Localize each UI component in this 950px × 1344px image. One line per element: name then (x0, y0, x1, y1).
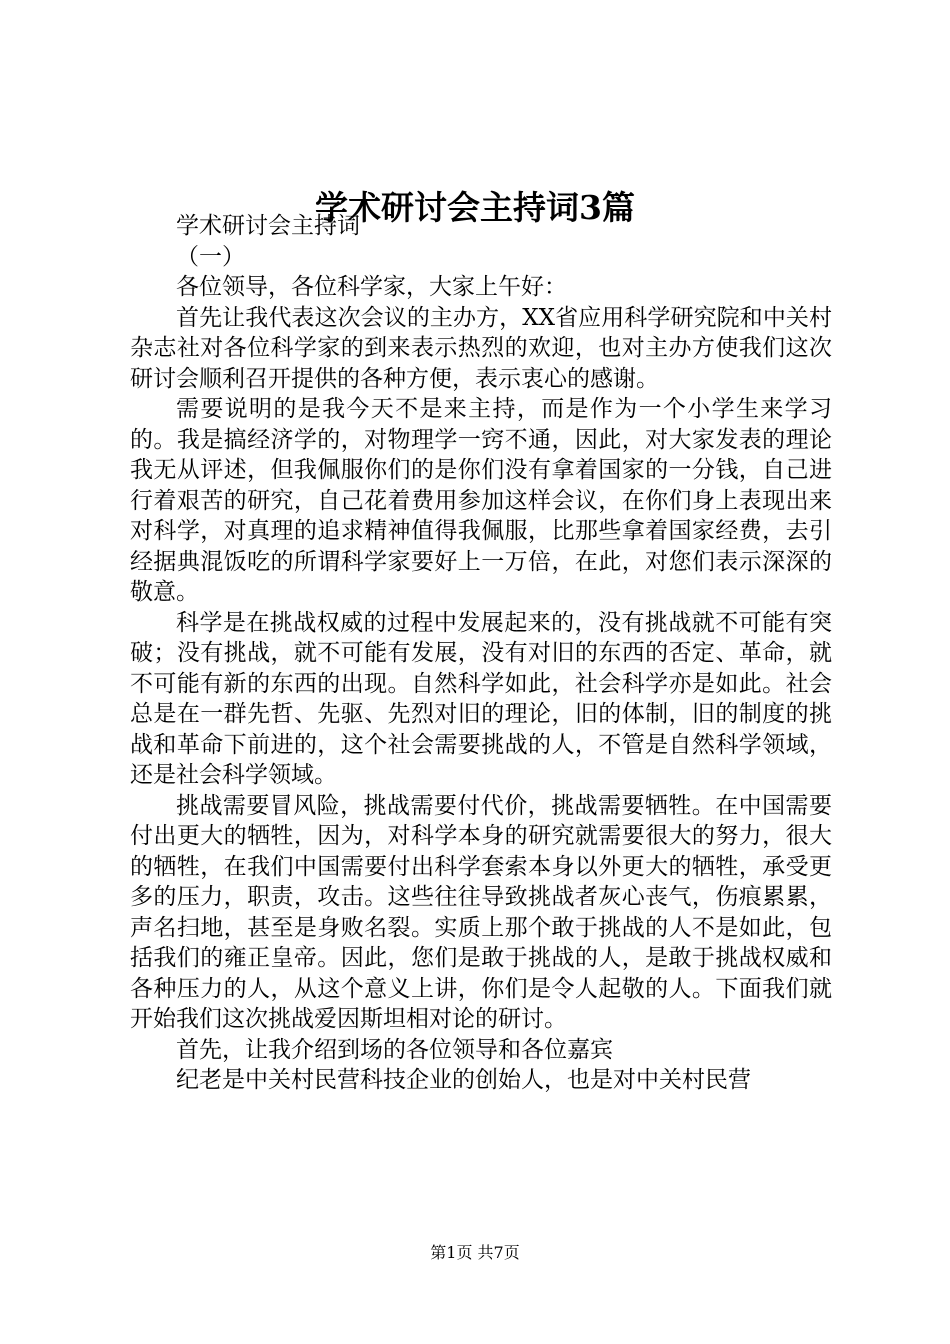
body-paragraph: 科学是在挑战权威的过程中发展起来的，没有挑战就不可能有突破；没有挑战，就不可能有发展，没有对旧的东西的否定、革命，就不可能有新的东西的出现。自然科学如此，社会科学亦是如此。社会总是在一群先哲、先驱、先烈对旧的理论，旧的体制，旧的制度的挑战和革命下前进的，这个社会需要挑战的人，不管是自然科学领域，还是社会科学领域。 (130, 609, 832, 788)
section-number-paragraph: （一） (176, 243, 245, 270)
document-body (130, 211, 832, 1096)
document-title: 学术研讨会主持词3篇 (315, 188, 635, 227)
body-paragraph: 需要说明的是我今天不是来主持，而是作为一个小学生来学习的。我是搞经济学的，对物理学一窍不通，因此，对大家发表的理论我无从评述，但我佩服你们的是你们没有拿着国家的一分钱，自己进行着艰苦的研究，自己花着费用参加这样会议，在你们身上表现出来对科学，对真理的追求精神值得我佩服，比那些拿着国家经费，去引经据典混饭吃的所谓科学家要好上一万倍，在此，对您们表示深深的敬意。 (130, 396, 832, 605)
body-paragraph: 首先，让我介绍到场的各位领导和各位嘉宾 (176, 1036, 613, 1063)
subtitle-paragraph: 学术研讨会主持词 (176, 213, 360, 239)
body-paragraph: 挑战需要冒风险，挑战需要付代价，挑战需要牺牲。在中国需要付出更大的牺牲，因为，对科学本身的研究就需要很大的努力，很大的牺牲，在我们中国需要付出科学套索本身以外更大的牺牲，承受更多的压力，职责，攻击。这些往往导致挑战者灰心丧气，伤痕累累，声名扫地，甚至是身败名裂。实质上那个敢于挑战的人不是如此，包括我们的雍正皇帝。因此，您们是敢于挑战的人，是敢于挑战权威和各种压力的人，从这个意义上讲，你们是令人起敬的人。下面我们就开始我们这次挑战爱因斯坦相对论的研讨。 (130, 792, 832, 1032)
body-paragraph: 首先让我代表这次会议的主办方，XX省应用科学研究院和中关村杂志社对各位科学家的到来表示热烈的欢迎，也对主办方使我们这次研讨会顺利召开提供的各种方便，表示衷心的感谢。 (130, 304, 832, 392)
body-paragraph: 纪老是中关村民营科技企业的创始人，也是对中关村民营 (176, 1067, 751, 1093)
page-number-footer: 第1页 共7页 (430, 1243, 520, 1262)
greeting-paragraph: 各位领导，各位科学家，大家上午好： (176, 274, 567, 300)
